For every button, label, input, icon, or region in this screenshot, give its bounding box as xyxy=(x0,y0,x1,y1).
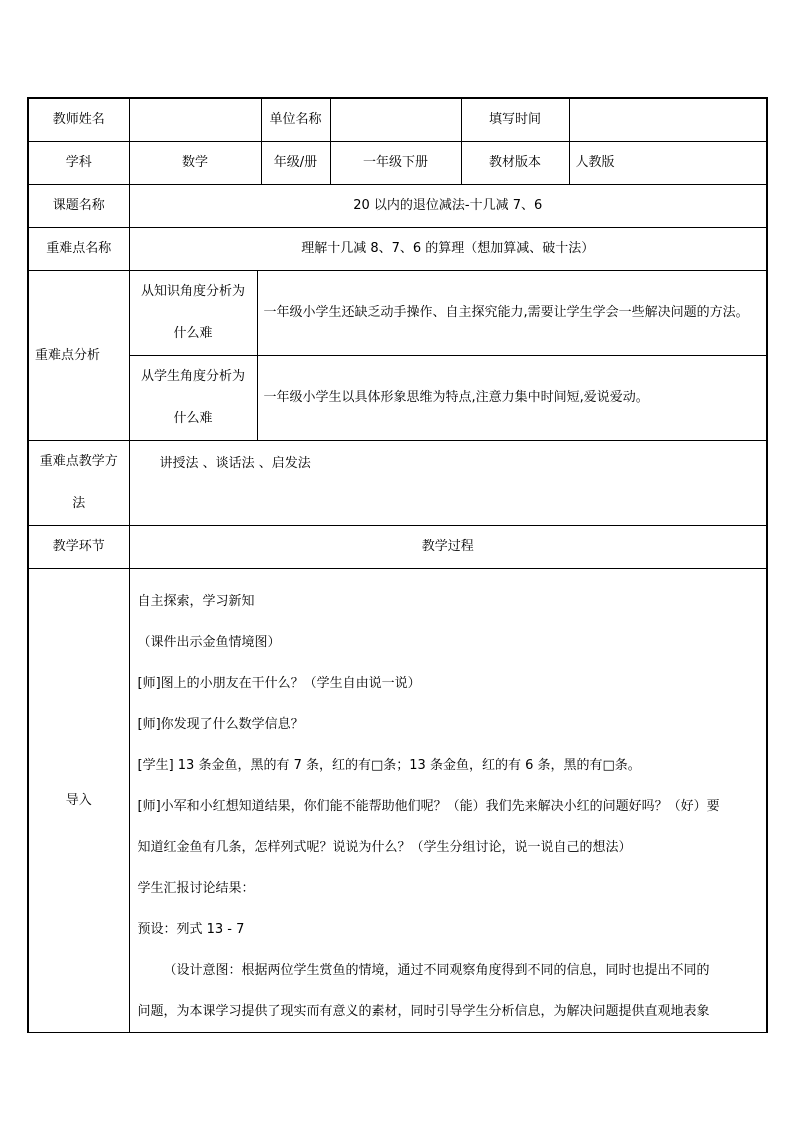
lesson-plan-sheet xyxy=(27,97,766,1019)
student-angle-label: 从学生角度分析为什么难 xyxy=(129,356,257,441)
fill-time-field[interactable] xyxy=(569,98,767,142)
intro-line: 预设：列式 13 - 7 xyxy=(137,922,245,937)
subject-value: 数学 xyxy=(129,142,261,185)
textbook-label: 教材版本 xyxy=(461,142,569,185)
subject-label: 学科 xyxy=(28,142,129,185)
lesson-plan-table xyxy=(27,97,768,1033)
analysis-row-student xyxy=(28,356,767,441)
intro-line: 自主探索，学习新知 xyxy=(137,594,255,609)
intro-row xyxy=(28,569,767,1033)
intro-line: 学生汇报讨论结果： xyxy=(137,881,255,896)
method-value: 讲授法 、谈话法 、启发法 xyxy=(129,441,767,526)
topic-row xyxy=(28,185,767,228)
method-row xyxy=(28,441,767,526)
intro-line: [学生] 13 条金鱼，黑的有 7 条，红的有□条；13 条金鱼，红的有 6 条，黑的有□条。 xyxy=(137,758,641,773)
intro-line: [师]小军和小红想知道结果，你们能不能帮助他们呢？（能）我们先来解决小红的问题好吗？（好）要 xyxy=(137,799,720,814)
student-angle-value: 一年级小学生以具体形象思维为特点,注意力集中时间短,爱说爱动。 xyxy=(257,356,767,441)
header-row xyxy=(28,98,767,142)
method-label: 重难点教学方法 xyxy=(28,441,129,526)
intro-content xyxy=(129,569,767,1033)
unit-name-label: 单位名称 xyxy=(261,98,330,142)
intro-line: 问题，为本课学习提供了现实而有意义的素材，同时引导学生分析信息，为解决问题提供直观地表象 xyxy=(137,1004,710,1019)
analysis-label: 重难点分析 xyxy=(28,271,129,441)
intro-line: [师]图上的小朋友在干什么？（学生自由说一说） xyxy=(137,676,421,691)
topic-label: 课题名称 xyxy=(28,185,129,228)
analysis-row-knowledge xyxy=(28,271,767,356)
stage-header: 教学环节 xyxy=(28,526,129,569)
intro-stage-label: 导入 xyxy=(28,569,129,1033)
process-header: 教学过程 xyxy=(129,526,767,569)
process-header-row xyxy=(28,526,767,569)
key-point-label: 重难点名称 xyxy=(28,228,129,271)
intro-line: 知道红金鱼有几条，怎样列式呢？说说为什么？（学生分组讨论，说一说自己的想法） xyxy=(137,840,632,855)
teacher-name-field[interactable] xyxy=(129,98,261,142)
textbook-value: 人教版 xyxy=(569,142,767,185)
teacher-name-label: 教师姓名 xyxy=(28,98,129,142)
knowledge-angle-value: 一年级小学生还缺乏动手操作、自主探究能力,需要让学生学会一些解决问题的方法。 xyxy=(257,271,767,356)
unit-name-field[interactable] xyxy=(330,98,461,142)
grade-value: 一年级下册 xyxy=(330,142,461,185)
intro-line: （设计意图：根据两位学生赏鱼的情境，通过不同观察角度得到不同的信息，同时也提出不同的 xyxy=(163,963,710,978)
key-point-row xyxy=(28,228,767,271)
subject-row xyxy=(28,142,767,185)
intro-line: （课件出示金鱼情境图） xyxy=(137,635,281,650)
intro-line: [师]你发现了什么数学信息？ xyxy=(137,717,304,732)
topic-value: 20 以内的退位减法-十几减 7、6 xyxy=(129,185,767,228)
fill-time-label: 填写时间 xyxy=(461,98,569,142)
key-point-value: 理解十几减 8、7、6 的算理（想加算减、破十法） xyxy=(129,228,767,271)
grade-label: 年级/册 xyxy=(261,142,330,185)
knowledge-angle-label: 从知识角度分析为什么难 xyxy=(129,271,257,356)
